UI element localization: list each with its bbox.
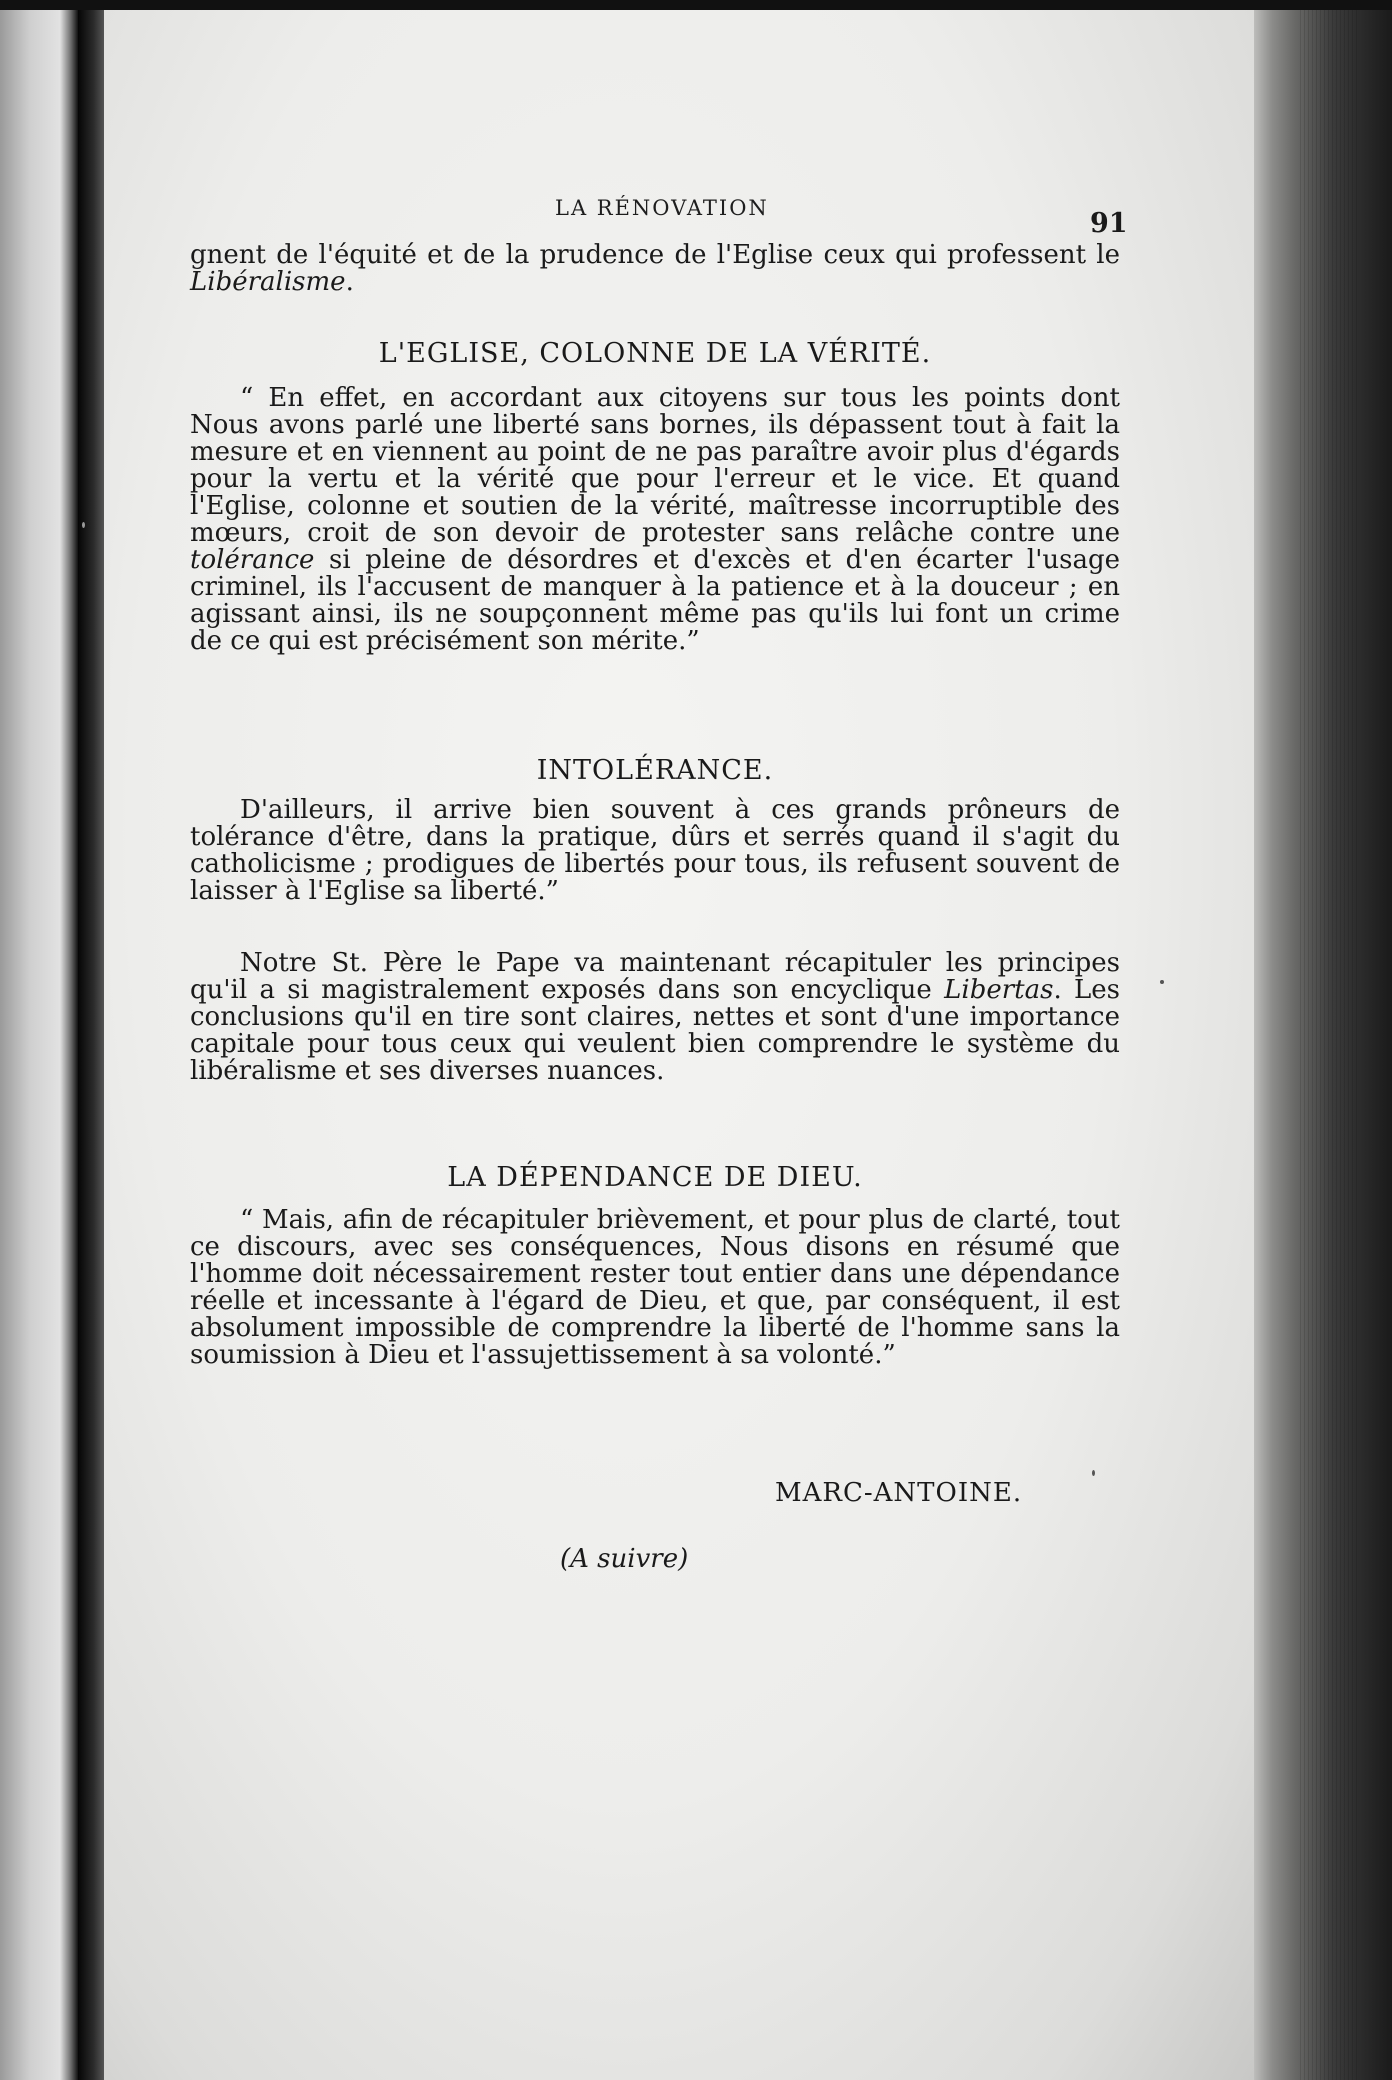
ink-speck [82, 522, 85, 528]
eglise-text-end: si pleine de désordres et d'excès et d'en écarter l'usage criminel, ils l'accusent de manquer à la patience et à la douceur ; en agissant ainsi, ils ne soupçonnent même pas qu'ils lui font un crime de ce qui est précisément son mérite.” [190, 545, 1120, 656]
intro-italic: Libéralisme [190, 267, 346, 297]
page-number: 91 [1090, 208, 1128, 239]
section-heading-dependance: LA DÉPENDANCE DE DIEU. [447, 1162, 863, 1193]
pape-italic: Libertas [944, 975, 1054, 1005]
section-heading-eglise: L'EGLISE, COLONNE DE LA VÉRITÉ. [378, 338, 932, 369]
top-border [0, 0, 1392, 10]
eglise-text: “ En effet, en accordant aux citoyens sur tous les points dont Nous avons parlé une liberté sans bornes, ils dépassent tout à fait la mesure et en viennent au point de ne pas paraître avoir plus d'égards pour la vertu et la vérité que pour l'erreur et le vice. Et quand l'Eglise, colonne et soutien de la vérité, maîtresse incorruptible des mœurs, croit de son devoir de protester sans relâche contre une [190, 383, 1120, 548]
ink-speck [1160, 980, 1164, 984]
section-paragraph-intolerance-2 [190, 950, 1120, 1085]
dependance-text: “ Mais, afin de récapituler brièvement, et pour plus de clarté, tout ce discours, avec ses conséquences, Nous disons en résumé que l'homme doit nécessairement rester tout entier dans une dépendance réelle et incessante à l'égard de Dieu, et que, par conséquent, il est absolument impossible de comprendre la liberté de l'homme sans la soumission à Dieu et l'assujettissement à sa volonté.” [190, 1205, 1120, 1370]
left-page-edge [0, 0, 78, 2080]
eglise-italic: tolérance [190, 545, 315, 575]
section-paragraph-intolerance-1 [190, 797, 1120, 905]
pape-text-end: . Les conclusions qu'il en tire sont claires, nettes et sont d'une importance capitale pour tous ceux qui veulent bien comprendre le système du libéralisme et ses diverses nuances. [190, 975, 1120, 1086]
page-stack-lines [1300, 0, 1360, 2080]
author-signature: MARC-ANTOINE. [775, 1478, 1023, 1508]
to-be-continued: (A suivre) [560, 1544, 689, 1574]
section-paragraph-eglise [190, 385, 1120, 655]
intro-paragraph [190, 242, 1120, 296]
pape-text: Notre St. Père le Pape va maintenant récapituler les principes qu'il a si magistralement exposés dans son encyclique [190, 948, 1120, 1005]
section-paragraph-dependance [190, 1207, 1120, 1369]
ink-speck [1092, 1470, 1095, 1476]
intro-text: gnent de l'équité et de la prudence de l'Eglise ceux qui professent le [190, 240, 1120, 270]
section-heading-intolerance: INTOLÉRANCE. [536, 755, 774, 786]
book-binding [78, 0, 104, 2080]
running-head: LA RÉNOVATION [555, 196, 769, 220]
intolerance-text: D'ailleurs, il arrive bien souvent à ces grands prôneurs de tolérance d'être, dans la pratique, dûrs et serrés quand il s'agit du catholicisme ; prodigues de libertés pour tous, ils refusent souvent de laisser à l'Eglise sa liberté.” [190, 795, 1120, 906]
intro-end: . [345, 267, 354, 297]
